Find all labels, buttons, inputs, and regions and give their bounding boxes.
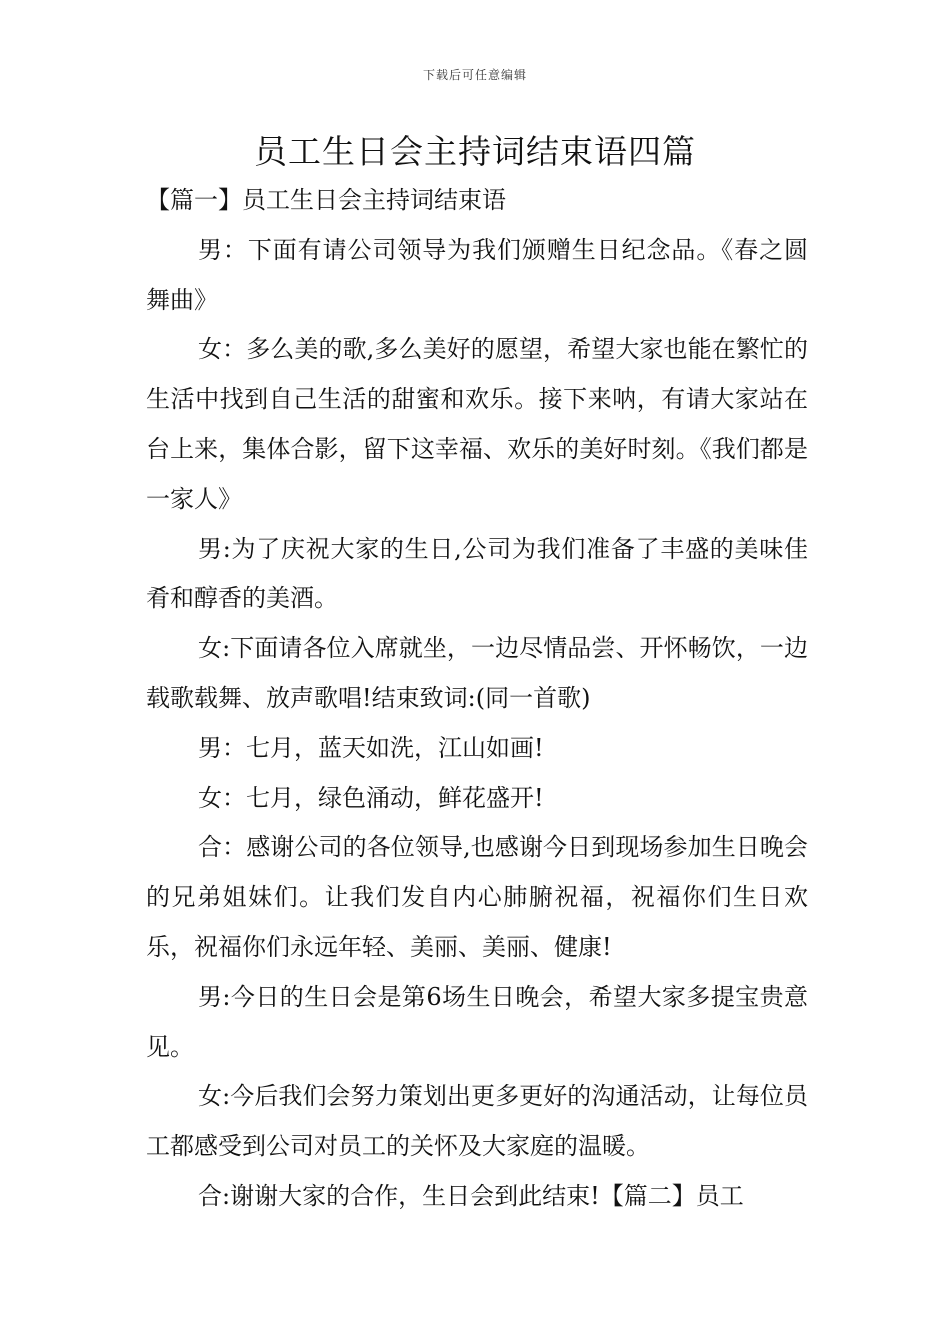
header-note: 下载后可任意编辑 xyxy=(422,68,527,82)
paragraph: 合：感谢公司的各位领导,也感谢今日到现场参加生日晚会的兄弟姐妹们。让我们发自内心肺腑祝福，祝福你们生日欢乐，祝福你们永远年轻、美丽、美丽、健康! xyxy=(146,833,808,961)
paragraph: 女：七月，绿色涌动，鲜花盛开! xyxy=(198,783,544,812)
document-body xyxy=(146,176,808,1222)
paragraph: 女：多么美的歌,多么美好的愿望，希望大家也能在繁忙的生活中找到自己生活的甜蜜和欢乐。接下来呐，有请大家站在台上来，集体合影，留下这幸福、欢乐的美好时刻。《我们都是一家人》 xyxy=(146,335,808,513)
paragraph: 男:今日的生日会是第6场生日晚会，希望大家多提宝贵意见。 xyxy=(146,982,808,1061)
paragraph: 男:为了庆祝大家的生日,公司为我们准备了丰盛的美味佳肴和醇香的美酒。 xyxy=(146,534,808,613)
paragraph: 女:下面请各位入席就坐，一边尽情品尝、开怀畅饮，一边载歌载舞、放声歌唱!结束致词:(同一首歌) xyxy=(146,634,808,712)
paragraph: 女:今后我们会努力策划出更多更好的沟通活动，让每位员工都感受到公司对员工的关怀及大家庭的温暖。 xyxy=(146,1082,808,1161)
paragraph: 男：下面有请公司领导为我们颁赠生日纪念品。《春之圆舞曲》 xyxy=(146,235,808,314)
paragraph: 男：七月，蓝天如洗，江山如画! xyxy=(198,733,544,762)
paragraph: 合:谢谢大家的合作，生日会到此结束!【篇二】员工 xyxy=(198,1181,744,1210)
document-title: 员工生日会主持词结束语四篇 xyxy=(254,132,696,171)
section-heading: 【篇一】员工生日会主持词结束语 xyxy=(146,186,506,214)
